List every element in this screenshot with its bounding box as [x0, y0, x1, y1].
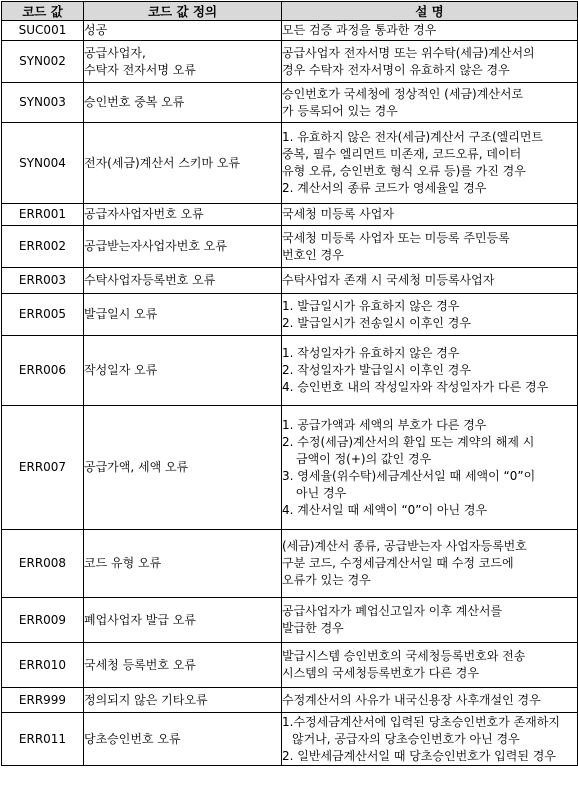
definition-cell — [84, 530, 282, 598]
table-row — [2, 643, 578, 688]
description-text: 발급한 경우 — [282, 621, 344, 635]
table-row — [2, 688, 578, 713]
definition-text: 수탁자 전자서명 오류 — [84, 62, 196, 77]
description-text: 오류가 있는 경우 — [282, 573, 371, 587]
definition-cell — [84, 294, 282, 336]
definition-text: 공급자사업자번호 오류 — [84, 207, 204, 221]
table-row — [2, 204, 578, 226]
definition-cell — [84, 204, 282, 226]
definition-cell — [84, 226, 282, 268]
table-header-row — [2, 2, 578, 21]
description-text: 4. 승인번호 내의 작성일자와 작성일자가 다른 경우 — [282, 380, 549, 394]
description-text: 국세청 미등록 사업자 또는 미등록 주민등록 — [282, 230, 510, 245]
description-text: 구분 코드, 수정세금계산서일 때 수정 코드에 — [282, 556, 514, 570]
definition-cell — [84, 688, 282, 713]
description-cell — [282, 530, 578, 598]
definition-cell — [84, 21, 282, 41]
description-cell — [282, 294, 578, 336]
description-text: 유형 오류, 승인번호 형식 오류 등)를 가진 경우 — [282, 164, 526, 178]
description-cell — [282, 598, 578, 643]
definition-text: 공급받는자사업자번호 오류 — [84, 239, 227, 253]
description-text: 승인번호가 국세청에 정상적인 (세금)계산서로 — [282, 86, 524, 101]
column-header-description: 설 명 — [282, 2, 578, 21]
description-text: 1. 유효하지 않은 전자(세금)계산서 구조(엘리먼트 — [282, 130, 544, 144]
description-text: 공급사업자 전자서명 또는 위수탁(세금)계산서의 — [282, 45, 535, 60]
definition-cell — [84, 268, 282, 294]
definition-text: 당초승인번호 오류 — [84, 731, 181, 746]
definition-cell — [84, 83, 282, 123]
code-cell: SYN004 — [2, 123, 84, 204]
description-text: 2. 발급일시가 전송일시 이후인 경우 — [282, 315, 471, 330]
table-row — [2, 294, 578, 336]
description-text: 수탁사업자 존재 시 국세청 미등록사업자 — [282, 273, 495, 287]
definition-text: 국세청 등록번호 오류 — [84, 657, 196, 672]
definition-text: 승인번호 중복 오류 — [84, 95, 185, 109]
table-row — [2, 123, 578, 204]
description-text: 시스템의 국세청등록번호가 다른 경우 — [282, 666, 479, 680]
description-text: 4. 계산서일 때 세액이 “0”이 아닌 경우 — [282, 502, 488, 517]
description-text: 1. 공급가액과 세액의 부호가 다른 경우 — [282, 417, 487, 432]
description-cell — [282, 688, 578, 713]
definition-text: 공급사업자, — [84, 45, 146, 60]
description-cell — [282, 21, 578, 41]
table-row — [2, 336, 578, 406]
description-text: 국세청 미등록 사업자 — [282, 207, 394, 221]
error-code-table — [1, 1, 578, 766]
description-text: 2. 수정(세금)계산서의 환입 또는 계약의 해제 시 — [282, 434, 535, 449]
table-row — [2, 406, 578, 530]
description-text: 가 등록되어 있는 경우 — [282, 103, 398, 118]
description-text: 1.수정세금계산서에 입력된 당초승인번호가 존재하지 — [282, 714, 560, 729]
description-text: 경우 수탁자 전자서명이 유효하지 않은 경우 — [282, 62, 510, 77]
definition-cell — [84, 643, 282, 688]
definition-cell — [84, 713, 282, 766]
code-cell: ERR002 — [2, 226, 84, 268]
table-row — [2, 21, 578, 41]
description-text: 2. 계산서의 종류 코드가 영세율일 경우 — [282, 181, 487, 195]
code-cell: ERR009 — [2, 598, 84, 643]
description-cell — [282, 41, 578, 83]
column-header-code: 코드 값 — [2, 2, 84, 21]
description-text: 중복, 필수 엘리먼트 미존재, 코드오류, 데이터 — [282, 147, 522, 161]
description-text: 2. 작성일자가 발급일시 이후인 경우 — [282, 363, 471, 377]
code-cell: ERR010 — [2, 643, 84, 688]
description-text: 번호인 경우 — [282, 247, 344, 262]
definition-text: 폐업사업자 발급 오류 — [84, 612, 196, 627]
code-cell: ERR999 — [2, 688, 84, 713]
definition-cell — [84, 406, 282, 530]
description-text: 모든 검증 과정을 통과한 경우 — [282, 23, 437, 37]
table-row — [2, 83, 578, 123]
description-text: 2. 일반세금계산서일 때 당초승인번호가 입력된 경우 — [282, 748, 556, 763]
description-cell — [282, 406, 578, 530]
table-row — [2, 598, 578, 643]
code-cell: SUC001 — [2, 21, 84, 41]
description-cell — [282, 643, 578, 688]
table-row — [2, 41, 578, 83]
definition-cell — [84, 598, 282, 643]
code-cell: SYN002 — [2, 41, 84, 83]
definition-text: 수탁사업자등록번호 오류 — [84, 273, 216, 287]
column-header-definition: 코드 값 정의 — [84, 2, 282, 21]
description-text: 아닌 경우 — [296, 485, 347, 500]
table-row — [2, 713, 578, 766]
code-cell: ERR001 — [2, 204, 84, 226]
description-text: 수정계산서의 사유가 내국신용장 사후개설인 경우 — [282, 692, 541, 707]
description-cell — [282, 83, 578, 123]
definition-text: 공급가액, 세액 오류 — [84, 460, 189, 474]
description-cell — [282, 713, 578, 766]
description-text: 3. 영세율(위수탁)세금계산서일 때 세액이 “0”이 — [282, 468, 536, 483]
description-text: 않거나, 공급자의 당초승인번호가 아닌 경우 — [292, 731, 520, 746]
code-cell: ERR007 — [2, 406, 84, 530]
code-cell: ERR003 — [2, 268, 84, 294]
code-cell: ERR005 — [2, 294, 84, 336]
definition-text: 전자(세금)계산서 스키마 오류 — [84, 155, 241, 170]
description-text: 금액이 정(+)의 값인 경우 — [296, 451, 432, 466]
code-cell: SYN003 — [2, 83, 84, 123]
definition-text: 작성일자 오류 — [84, 363, 158, 377]
table-row — [2, 226, 578, 268]
table-row — [2, 268, 578, 294]
definition-cell — [84, 123, 282, 204]
definition-text: 코드 유형 오류 — [84, 556, 162, 570]
table-row — [2, 530, 578, 598]
definition-cell — [84, 41, 282, 83]
description-text: 발급시스템 승인번호의 국세청등록번호와 전송 — [282, 649, 526, 663]
description-cell — [282, 336, 578, 406]
code-cell: ERR008 — [2, 530, 84, 598]
description-cell — [282, 226, 578, 268]
code-cell: ERR011 — [2, 713, 84, 766]
description-cell — [282, 123, 578, 204]
description-text: (세금)계산서 종류, 공급받는자 사업자등록번호 — [282, 539, 527, 553]
description-cell — [282, 204, 578, 226]
definition-cell — [84, 336, 282, 406]
definition-text: 발급일시 오류 — [84, 307, 158, 321]
definition-text: 성공 — [84, 23, 108, 37]
description-text: 1. 작성일자가 유효하지 않은 경우 — [282, 346, 460, 360]
code-cell: ERR006 — [2, 336, 84, 406]
description-text: 1. 발급일시가 유효하지 않은 경우 — [282, 298, 460, 313]
description-text: 공급사업자가 폐업신고일자 이후 계산서를 — [282, 604, 503, 618]
definition-text: 정의되지 않은 기타오류 — [84, 692, 208, 707]
description-cell — [282, 268, 578, 294]
